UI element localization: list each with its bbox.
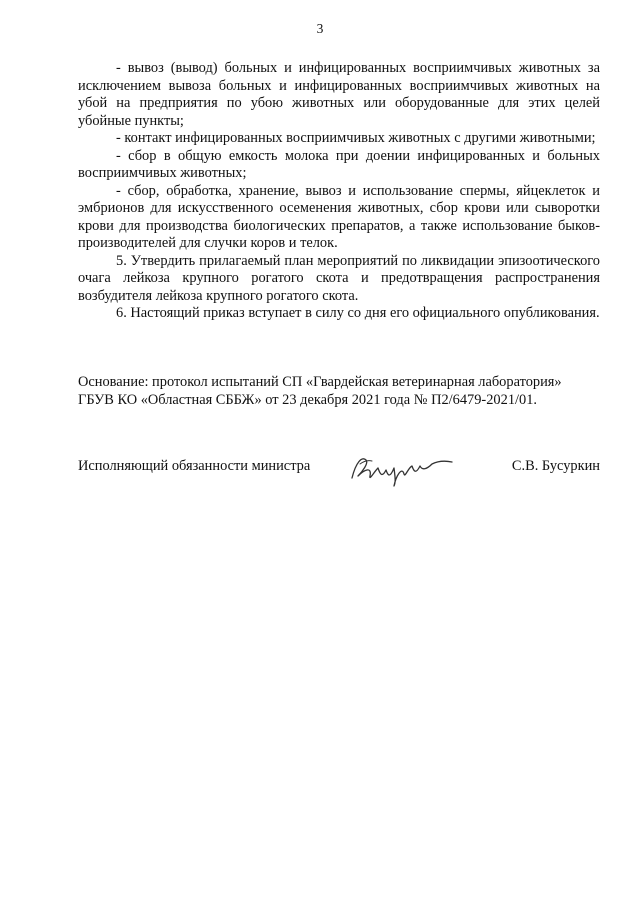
document-body — [78, 60, 600, 323]
signature-block — [78, 452, 600, 492]
paragraph-semen-ban: - сбор, обработка, хранение, вывоз и использование спермы, яйцеклеток и эмбрионов для искусственного осеменения животных, сбор крови или сыворотки крови для производства биологических препаратов, а также использование быков-производителей для случки коров и телок. — [78, 182, 600, 251]
signatory-name: С.В. Бусуркин — [511, 458, 600, 474]
paragraph-contact-ban: - контакт инфицированных восприимчивых животных с другими животными; — [116, 130, 596, 146]
page-number: 3 — [316, 21, 324, 36]
paragraph-milk-ban: - сбор в общую емкость молока при доении инфицированных и больных восприимчивых животных; — [78, 147, 600, 181]
basis-note: Основание: протокол испытаний СП «Гвардейская ветеринарная лаборатория» ГБУВ КО «Областная СББЖ» от 23 декабря 2021 года № П2/6479-2021/01. — [78, 374, 562, 408]
paragraph-removal-ban: - вывоз (вывод) больных и инфицированных восприимчивых животных за исключением вывоза больных и инфицированных восприимчивых животных на убой на предприятия по убою животных или оборудованные для этих целей убойные пункты; — [78, 60, 600, 129]
signatory-title: Исполняющий обязанности министра — [78, 458, 311, 474]
paragraph-item-6: 6. Настоящий приказ вступает в силу со дня его официального опубликования. — [116, 305, 600, 321]
handwritten-signature — [348, 452, 458, 488]
paragraph-item-5: 5. Утвердить прилагаемый план мероприятий по ликвидации эпизоотического очага лейкоза крупного рогатого скота и предотвращения распространения возбудителя лейкоза крупного рогатого скота. — [78, 252, 600, 304]
